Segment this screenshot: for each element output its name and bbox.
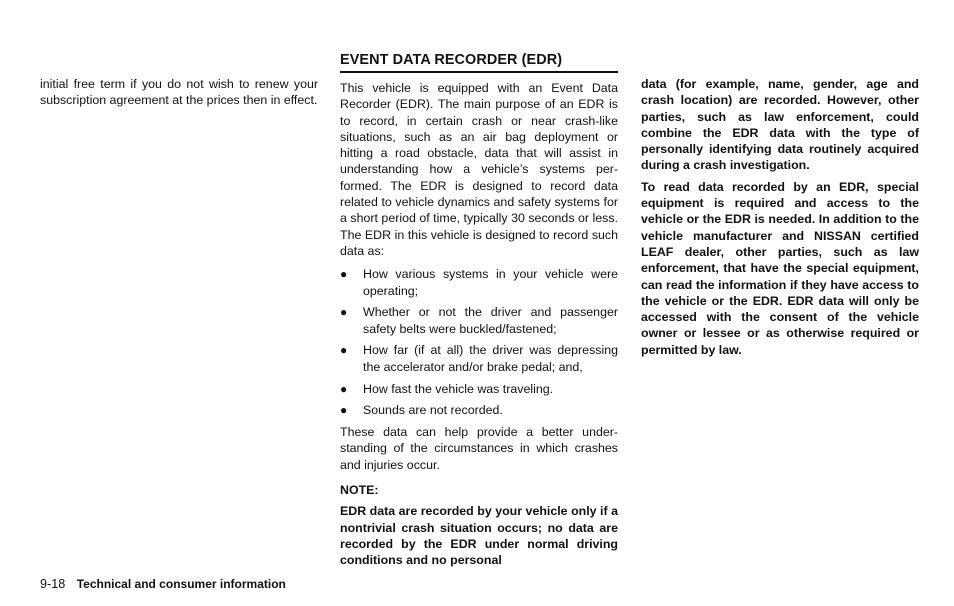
intro-paragraph: This vehicle is equipped with an Event Data Recorder (EDR). The main purpose of an EDR is to record, in certain crash or near crash-like situations, such as an air bag deployment or hitting a road obstacle, data that will assist in understanding how a vehicle’s systems per-formed. The EDR is designed to record data related to vehicle dynamics and safety systems for a short period of time, typically 30 seconds or less. The EDR in this vehicle is designed to record such data as:: [340, 81, 618, 258]
note-body: EDR data are recorded by your vehicle only if a nontrivial crash situation occurs; no data are recorded by the EDR under normal driving conditions and no personal: [340, 504, 618, 568]
page-number: 9-18: [40, 577, 66, 591]
continued-paragraph: initial free term if you do not wish to renew your subscription agreement at the prices then in effect.: [40, 77, 318, 108]
page-footer: [40, 576, 286, 592]
note-heading: NOTE:: [340, 483, 379, 498]
list-item: [340, 402, 618, 418]
access-paragraph: To read data recorded by an EDR, special equipment is required and access to the vehicle or the EDR is needed. In addition to the vehicle manufacturer and NISSAN certified LEAF dealer, other parties, such as law enforcement, that have the special equipment, can read the information if they have access to the vehicle or the EDR. EDR data will only be accessed with the consent of the vehicle owner or lessee or as otherwise required or permitted by law.: [641, 179, 919, 357]
closing-paragraph: These data can help provide a better under-standing of the circumstances in which crashes and injuries occur.: [340, 425, 618, 472]
list-item-text: How fast the vehicle was traveling.: [363, 381, 554, 396]
list-item: [340, 304, 618, 337]
middle-column: [340, 80, 618, 569]
section-heading: EVENT DATA RECORDER (EDR): [340, 50, 618, 73]
list-item: [340, 266, 618, 299]
bullet-icon: ●: [340, 267, 348, 282]
chapter-title: Technical and consumer information: [76, 577, 286, 591]
list-item-text: How far (if at all) the driver was depressing the accelerator and/or brake pedal; and,: [363, 343, 618, 374]
bullet-icon: ●: [340, 381, 348, 396]
list-item: [340, 342, 618, 375]
bullet-icon: ●: [340, 403, 348, 418]
list-item-text: How various systems in your vehicle were operating;: [363, 267, 618, 298]
right-column: [641, 76, 919, 358]
left-column: [40, 76, 318, 109]
list-item: [340, 381, 618, 397]
list-item-text: Whether or not the driver and passenger safety belts were buckled/fastened;: [363, 305, 618, 336]
bullet-icon: ●: [340, 343, 348, 358]
list-item-text: Sounds are not recorded.: [363, 403, 503, 418]
recorded-data-list: [340, 266, 618, 418]
note-continued-paragraph: data (for example, name, gender, age and crash location) are recorded. However, other parties, such as law enforcement, could combine the EDR data with the type of personally identifying data routinely acquired during a crash investigation.: [641, 77, 919, 173]
bullet-icon: ●: [340, 305, 348, 320]
